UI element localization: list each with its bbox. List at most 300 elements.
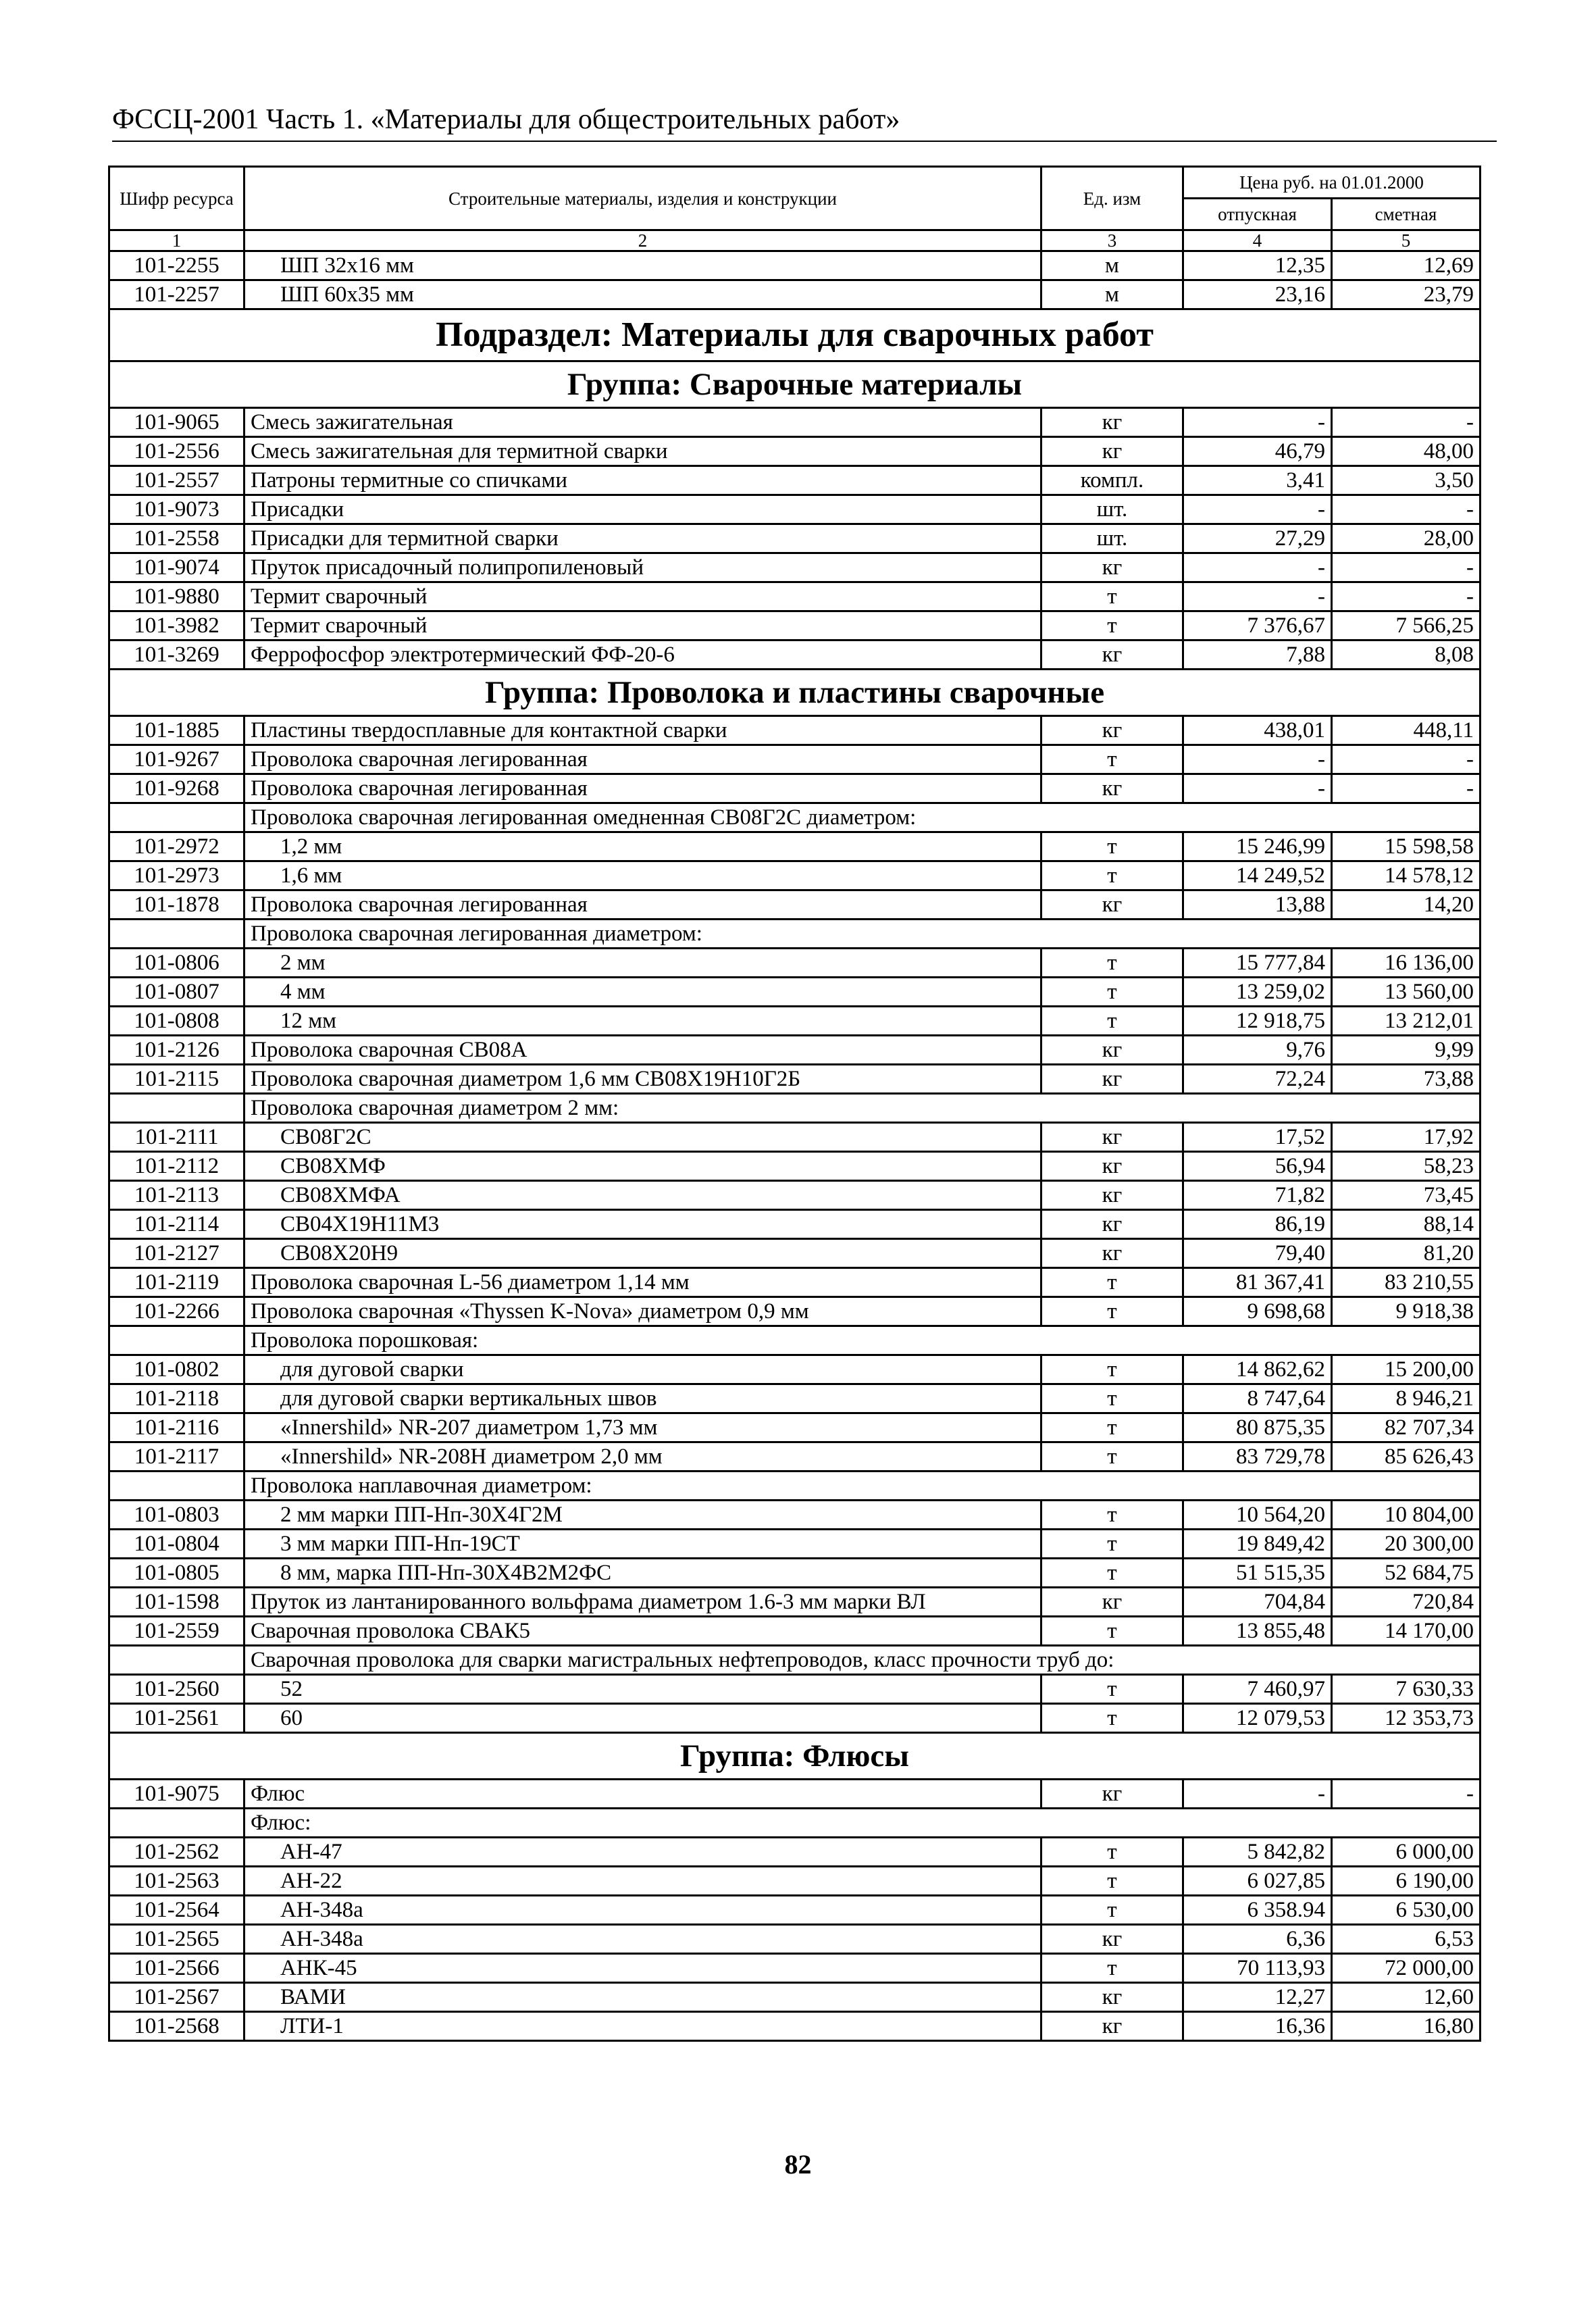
material-name: для дуговой сварки [244, 1355, 1041, 1384]
resource-code: 101-2567 [109, 1983, 244, 2012]
table-row [109, 553, 1481, 582]
release-price: 17,52 [1183, 1123, 1332, 1152]
estimate-price: 20 300,00 [1332, 1530, 1481, 1559]
unit-of-measure: кг [1041, 716, 1183, 745]
unit-of-measure: т [1041, 1384, 1183, 1413]
material-name: Смесь зажигательная [244, 408, 1041, 437]
estimate-price: 88,14 [1332, 1210, 1481, 1239]
material-name: СВ08ХМФ [244, 1152, 1041, 1181]
estimate-price: 7 630,33 [1332, 1675, 1481, 1704]
unit-of-measure: т [1041, 1268, 1183, 1297]
release-price: 79,40 [1183, 1239, 1332, 1268]
table-row [109, 2012, 1481, 2041]
release-price: 13 855,48 [1183, 1617, 1332, 1646]
subsection-header [109, 309, 1481, 361]
resource-code: 101-2566 [109, 1954, 244, 1983]
table-row [109, 890, 1481, 920]
subheading-text: Проволока сварочная легированная диаметром: [244, 920, 1481, 949]
material-name: «Innershild» NR-207 диаметром 1,73 мм [244, 1413, 1041, 1442]
unit-of-measure: кг [1041, 890, 1183, 920]
estimate-price: 16,80 [1332, 2012, 1481, 2041]
table-row [109, 437, 1481, 466]
release-price: - [1183, 553, 1332, 582]
material-name: СВ08ХМФА [244, 1181, 1041, 1210]
material-name: Феррофосфор электротермический ФФ-20-6 [244, 640, 1041, 670]
estimate-price: 13 560,00 [1332, 978, 1481, 1007]
release-price: 46,79 [1183, 437, 1332, 466]
col-header-estimate: сметная [1332, 199, 1481, 230]
table-row [109, 1675, 1481, 1704]
resource-code: 101-9074 [109, 553, 244, 582]
release-price: 438,01 [1183, 716, 1332, 745]
unit-of-measure: т [1041, 745, 1183, 774]
material-name: Сварочная проволока СВАК5 [244, 1617, 1041, 1646]
release-price: 70 113,93 [1183, 1954, 1332, 1983]
table-row [109, 1501, 1481, 1530]
material-name: «Innershild» NR-208H диаметром 2,0 мм [244, 1442, 1041, 1472]
material-name: Проволока сварочная СВ08А [244, 1036, 1041, 1065]
table-row [109, 524, 1481, 553]
resource-code: 101-2561 [109, 1704, 244, 1733]
resource-code: 101-0807 [109, 978, 244, 1007]
table-row [109, 582, 1481, 611]
material-name: Присадки [244, 495, 1041, 524]
material-name: 60 [244, 1704, 1041, 1733]
estimate-price: - [1332, 774, 1481, 803]
material-name: Проволока сварочная L-56 диаметром 1,14 мм [244, 1268, 1041, 1297]
table-row [109, 1152, 1481, 1181]
estimate-price: 12,69 [1332, 251, 1481, 280]
table-row [109, 1239, 1481, 1268]
unit-of-measure: кг [1041, 1588, 1183, 1617]
unit-of-measure: кг [1041, 1123, 1183, 1152]
material-name: 1,2 мм [244, 832, 1041, 861]
unit-of-measure: кг [1041, 1210, 1183, 1239]
estimate-price: 9,99 [1332, 1036, 1481, 1065]
unit-of-measure: кг [1041, 2012, 1183, 2041]
resource-code: 101-2557 [109, 466, 244, 495]
estimate-price: - [1332, 582, 1481, 611]
estimate-price: - [1332, 745, 1481, 774]
resource-code: 101-3982 [109, 611, 244, 640]
table-row [109, 408, 1481, 437]
unit-of-measure: т [1041, 1007, 1183, 1036]
empty-cell [109, 1094, 244, 1123]
estimate-price: 81,20 [1332, 1239, 1481, 1268]
col-number: 2 [244, 230, 1041, 251]
table-row [109, 1123, 1481, 1152]
table-row [109, 1704, 1481, 1733]
unit-of-measure: шт. [1041, 524, 1183, 553]
estimate-price: 10 804,00 [1332, 1501, 1481, 1530]
estimate-price: - [1332, 408, 1481, 437]
col-number: 4 [1183, 230, 1332, 251]
resource-code: 101-1598 [109, 1588, 244, 1617]
resource-code: 101-0805 [109, 1559, 244, 1588]
estimate-price: 23,79 [1332, 280, 1481, 309]
material-name: Пруток присадочный полипропиленовый [244, 553, 1041, 582]
unit-of-measure: т [1041, 1617, 1183, 1646]
estimate-price: 17,92 [1332, 1123, 1481, 1152]
estimate-price: 12 353,73 [1332, 1704, 1481, 1733]
subheading-text: Проволока сварочная легированная омедненная СВ08Г2С диаметром: [244, 803, 1481, 832]
unit-of-measure: т [1041, 1675, 1183, 1704]
resource-code: 101-2119 [109, 1268, 244, 1297]
empty-cell [109, 803, 244, 832]
estimate-price: - [1332, 495, 1481, 524]
group-header [109, 361, 1481, 408]
material-name: ШП 32x16 мм [244, 251, 1041, 280]
table-body [109, 251, 1481, 2041]
material-name: Смесь зажигательная для термитной сварки [244, 437, 1041, 466]
release-price: 8 747,64 [1183, 1384, 1332, 1413]
table-row [109, 1007, 1481, 1036]
table-row [109, 466, 1481, 495]
resource-code: 101-9268 [109, 774, 244, 803]
unit-of-measure: кг [1041, 1925, 1183, 1954]
estimate-price: 16 136,00 [1332, 949, 1481, 978]
subsection-title: Подраздел: Материалы для сварочных работ [109, 309, 1481, 361]
material-name: Присадки для термитной сварки [244, 524, 1041, 553]
subheading-row [109, 920, 1481, 949]
table-row [109, 1268, 1481, 1297]
material-name: ШП 60x35 мм [244, 280, 1041, 309]
release-price: 6 027,85 [1183, 1867, 1332, 1896]
unit-of-measure: кг [1041, 553, 1183, 582]
resource-code: 101-2562 [109, 1838, 244, 1867]
material-name: Проволока сварочная диаметром 1,6 мм СВ08Х19Н10Г2Б [244, 1065, 1041, 1094]
unit-of-measure: кг [1041, 1181, 1183, 1210]
estimate-price: 14,20 [1332, 890, 1481, 920]
material-name: СВ08Х20Н9 [244, 1239, 1041, 1268]
release-price: 12,35 [1183, 251, 1332, 280]
release-price: 7 376,67 [1183, 611, 1332, 640]
release-price: 13,88 [1183, 890, 1332, 920]
estimate-price: 6 000,00 [1332, 1838, 1481, 1867]
resource-code: 101-2559 [109, 1617, 244, 1646]
material-name: Термит сварочный [244, 582, 1041, 611]
resource-code: 101-2560 [109, 1675, 244, 1704]
resource-code: 101-2556 [109, 437, 244, 466]
estimate-price: 6 530,00 [1332, 1896, 1481, 1925]
resource-code: 101-2116 [109, 1413, 244, 1442]
material-name: 3 мм марки ПП-Нп-19СТ [244, 1530, 1041, 1559]
unit-of-measure: компл. [1041, 466, 1183, 495]
material-name: Термит сварочный [244, 611, 1041, 640]
release-price: 12 079,53 [1183, 1704, 1332, 1733]
resource-code: 101-9880 [109, 582, 244, 611]
col-header-release: отпускная [1183, 199, 1332, 230]
material-name: Пруток из лантанированного вольфрама диаметром 1.6-3 мм марки ВЛ [244, 1588, 1041, 1617]
table-row [109, 1896, 1481, 1925]
release-price: 9,76 [1183, 1036, 1332, 1065]
unit-of-measure: т [1041, 1501, 1183, 1530]
estimate-price: 58,23 [1332, 1152, 1481, 1181]
col-header-price: Цена руб. на 01.01.2000 [1183, 167, 1481, 199]
release-price: 12,27 [1183, 1983, 1332, 2012]
material-name: Проволока сварочная «Thyssen K-Nova» диаметром 0,9 мм [244, 1297, 1041, 1326]
resource-code: 101-2114 [109, 1210, 244, 1239]
unit-of-measure: т [1041, 1442, 1183, 1472]
resource-code: 101-2126 [109, 1036, 244, 1065]
unit-of-measure: т [1041, 1838, 1183, 1867]
estimate-price: 448,11 [1332, 716, 1481, 745]
release-price: - [1183, 582, 1332, 611]
table-row [109, 611, 1481, 640]
unit-of-measure: т [1041, 861, 1183, 890]
release-price: 10 564,20 [1183, 1501, 1332, 1530]
resource-code: 101-9065 [109, 408, 244, 437]
estimate-price: 28,00 [1332, 524, 1481, 553]
table-row [109, 1355, 1481, 1384]
page-number: 82 [784, 2149, 812, 2180]
estimate-price: 8,08 [1332, 640, 1481, 670]
resource-code: 101-2257 [109, 280, 244, 309]
subheading-text: Проволока наплавочная диаметром: [244, 1472, 1481, 1501]
resource-code: 101-2568 [109, 2012, 244, 2041]
table-row [109, 1867, 1481, 1896]
subheading-text: Флюс: [244, 1809, 1481, 1838]
estimate-price: 3,50 [1332, 466, 1481, 495]
unit-of-measure: шт. [1041, 495, 1183, 524]
estimate-price: 12,60 [1332, 1983, 1481, 2012]
subheading-text: Проволока порошковая: [244, 1326, 1481, 1355]
resource-code: 101-1885 [109, 716, 244, 745]
table-row [109, 1442, 1481, 1472]
material-name: 2 мм [244, 949, 1041, 978]
subheading-text: Сварочная проволока для сварки магистральных нефтепроводов, класс прочности труб до: [244, 1646, 1481, 1675]
resource-code: 101-2113 [109, 1181, 244, 1210]
resource-code: 101-3269 [109, 640, 244, 670]
release-price: - [1183, 1780, 1332, 1809]
page-header: ФССЦ-2001 Часть 1. «Материалы для общестроительных работ» [112, 103, 1497, 142]
table-row [109, 1530, 1481, 1559]
material-name: Проволока сварочная легированная [244, 745, 1041, 774]
col-header-name: Строительные материалы, изделия и конструкции [244, 167, 1041, 230]
table-row [109, 1065, 1481, 1094]
release-price: 19 849,42 [1183, 1530, 1332, 1559]
unit-of-measure: т [1041, 1297, 1183, 1326]
release-price: 16,36 [1183, 2012, 1332, 2041]
unit-of-measure: кг [1041, 1239, 1183, 1268]
release-price: 72,24 [1183, 1065, 1332, 1094]
material-name: 8 мм, марка ПП-Нп-30Х4В2М2ФС [244, 1559, 1041, 1588]
table-header [109, 167, 1481, 251]
empty-cell [109, 1326, 244, 1355]
unit-of-measure: т [1041, 978, 1183, 1007]
material-name: 2 мм марки ПП-Нп-30Х4Г2М [244, 1501, 1041, 1530]
unit-of-measure: кг [1041, 1065, 1183, 1094]
resource-code: 101-2266 [109, 1297, 244, 1326]
col-number: 1 [109, 230, 244, 251]
resource-code: 101-2564 [109, 1896, 244, 1925]
release-price: 14 249,52 [1183, 861, 1332, 890]
table-row [109, 1036, 1481, 1065]
release-price: 86,19 [1183, 1210, 1332, 1239]
unit-of-measure: т [1041, 582, 1183, 611]
table-row [109, 251, 1481, 280]
resource-code: 101-2111 [109, 1123, 244, 1152]
empty-cell [109, 920, 244, 949]
material-name: СВ08Г2С [244, 1123, 1041, 1152]
material-name: АН-47 [244, 1838, 1041, 1867]
table-row [109, 1617, 1481, 1646]
table-row [109, 495, 1481, 524]
release-price: 6,36 [1183, 1925, 1332, 1954]
release-price: - [1183, 408, 1332, 437]
unit-of-measure: кг [1041, 437, 1183, 466]
material-name: Проволока сварочная легированная [244, 774, 1041, 803]
group-header [109, 1733, 1481, 1780]
estimate-price: 14 578,12 [1332, 861, 1481, 890]
unit-of-measure: т [1041, 832, 1183, 861]
release-price: 9 698,68 [1183, 1297, 1332, 1326]
unit-of-measure: т [1041, 611, 1183, 640]
unit-of-measure: кг [1041, 640, 1183, 670]
release-price: 15 246,99 [1183, 832, 1332, 861]
estimate-price: 8 946,21 [1332, 1384, 1481, 1413]
estimate-price: 15 598,58 [1332, 832, 1481, 861]
unit-of-measure: кг [1041, 1036, 1183, 1065]
table-row [109, 1780, 1481, 1809]
estimate-price: 14 170,00 [1332, 1617, 1481, 1646]
release-price: 51 515,35 [1183, 1559, 1332, 1588]
unit-of-measure: кг [1041, 1152, 1183, 1181]
release-price: 83 729,78 [1183, 1442, 1332, 1472]
table-row [109, 1413, 1481, 1442]
release-price: 27,29 [1183, 524, 1332, 553]
table-row [109, 716, 1481, 745]
resource-code: 101-1878 [109, 890, 244, 920]
material-name: 52 [244, 1675, 1041, 1704]
resource-code: 101-0804 [109, 1530, 244, 1559]
material-name: 4 мм [244, 978, 1041, 1007]
table-row [109, 1297, 1481, 1326]
table-row [109, 1559, 1481, 1588]
subheading-row [109, 1094, 1481, 1123]
resource-code: 101-0806 [109, 949, 244, 978]
table-row [109, 774, 1481, 803]
material-name: АН-348а [244, 1896, 1041, 1925]
resource-code: 101-0803 [109, 1501, 244, 1530]
empty-cell [109, 1472, 244, 1501]
unit-of-measure: кг [1041, 774, 1183, 803]
resource-code: 101-2973 [109, 861, 244, 890]
material-name: Флюс [244, 1780, 1041, 1809]
resource-code: 101-2565 [109, 1925, 244, 1954]
col-number: 3 [1041, 230, 1183, 251]
release-price: 15 777,84 [1183, 949, 1332, 978]
empty-cell [109, 1809, 244, 1838]
material-name: СВ04Х19Н11М3 [244, 1210, 1041, 1239]
table-row [109, 1210, 1481, 1239]
table-row [109, 861, 1481, 890]
release-price: 56,94 [1183, 1152, 1332, 1181]
material-name: АН-348а [244, 1925, 1041, 1954]
resource-code: 101-9075 [109, 1780, 244, 1809]
resource-code: 101-0808 [109, 1007, 244, 1036]
resource-code: 101-2127 [109, 1239, 244, 1268]
release-price: 80 875,35 [1183, 1413, 1332, 1442]
subheading-row [109, 1472, 1481, 1501]
unit-of-measure: т [1041, 1896, 1183, 1925]
release-price: 3,41 [1183, 466, 1332, 495]
release-price: 81 367,41 [1183, 1268, 1332, 1297]
estimate-price: 52 684,75 [1332, 1559, 1481, 1588]
table-row [109, 1181, 1481, 1210]
table-row [109, 949, 1481, 978]
material-name: Патроны термитные со спичками [244, 466, 1041, 495]
release-price: - [1183, 495, 1332, 524]
resource-code: 101-2972 [109, 832, 244, 861]
unit-of-measure: т [1041, 1530, 1183, 1559]
col-header-unit: Ед. изм [1041, 167, 1183, 230]
unit-of-measure: т [1041, 1954, 1183, 1983]
unit-of-measure: т [1041, 1413, 1183, 1442]
unit-of-measure: кг [1041, 408, 1183, 437]
release-price: 23,16 [1183, 280, 1332, 309]
release-price: 704,84 [1183, 1588, 1332, 1617]
unit-of-measure: т [1041, 1559, 1183, 1588]
price-table [108, 166, 1481, 2042]
group-header [109, 670, 1481, 716]
material-name: 1,6 мм [244, 861, 1041, 890]
resource-code: 101-0802 [109, 1355, 244, 1384]
col-header-code: Шифр ресурса [109, 167, 244, 230]
estimate-price: 6,53 [1332, 1925, 1481, 1954]
estimate-price: 85 626,43 [1332, 1442, 1481, 1472]
estimate-price: 6 190,00 [1332, 1867, 1481, 1896]
table-row [109, 1588, 1481, 1617]
estimate-price: - [1332, 1780, 1481, 1809]
unit-of-measure: т [1041, 949, 1183, 978]
subheading-row [109, 1326, 1481, 1355]
table-row [109, 1983, 1481, 2012]
material-name: ВАМИ [244, 1983, 1041, 2012]
estimate-price: 73,88 [1332, 1065, 1481, 1094]
release-price: - [1183, 745, 1332, 774]
unit-of-measure: м [1041, 280, 1183, 309]
release-price: 12 918,75 [1183, 1007, 1332, 1036]
empty-cell [109, 1646, 244, 1675]
resource-code: 101-9073 [109, 495, 244, 524]
subheading-text: Проволока сварочная диаметром 2 мм: [244, 1094, 1481, 1123]
unit-of-measure: кг [1041, 1983, 1183, 2012]
estimate-price: 720,84 [1332, 1588, 1481, 1617]
table-row [109, 978, 1481, 1007]
release-price: 13 259,02 [1183, 978, 1332, 1007]
material-name: для дуговой сварки вертикальных швов [244, 1384, 1041, 1413]
estimate-price: 13 212,01 [1332, 1007, 1481, 1036]
subheading-row [109, 1809, 1481, 1838]
table-row [109, 745, 1481, 774]
material-name: 12 мм [244, 1007, 1041, 1036]
subheading-row [109, 1646, 1481, 1675]
release-price: 7,88 [1183, 640, 1332, 670]
unit-of-measure: т [1041, 1867, 1183, 1896]
table-row [109, 1384, 1481, 1413]
table-row [109, 640, 1481, 670]
resource-code: 101-2558 [109, 524, 244, 553]
unit-of-measure: м [1041, 251, 1183, 280]
material-name: Проволока сварочная легированная [244, 890, 1041, 920]
release-price: - [1183, 774, 1332, 803]
release-price: 71,82 [1183, 1181, 1332, 1210]
estimate-price: 15 200,00 [1332, 1355, 1481, 1384]
table-row [109, 1954, 1481, 1983]
release-price: 14 862,62 [1183, 1355, 1332, 1384]
subheading-row [109, 803, 1481, 832]
